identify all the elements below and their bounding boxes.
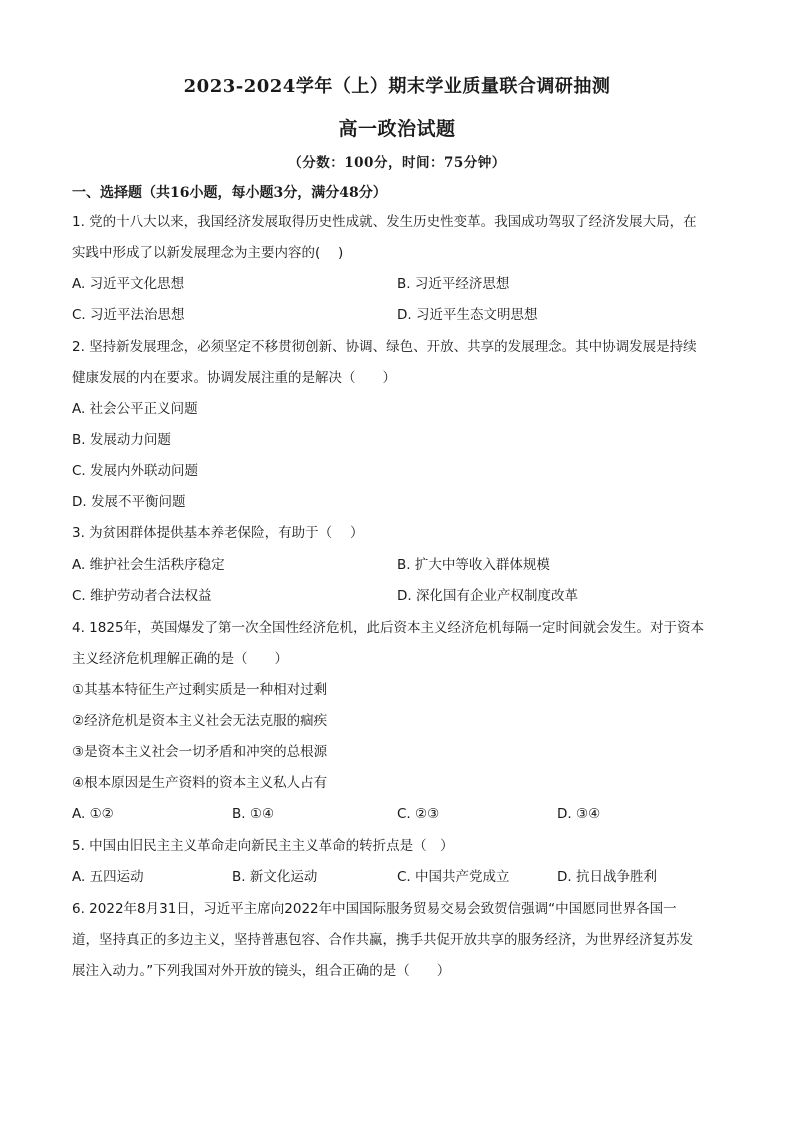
question-3-option-a: A. 维护社会生活秩序稳定 [72, 557, 225, 573]
question-2-option-d: D. 发展不平衡问题 [72, 494, 186, 510]
question-4-line-1: 4. 1825年，英国爆发了第一次全国性经济危机，此后资本主义经济危机每隔一定时间就会发生。对于资本 [72, 620, 705, 636]
exam-subtitle: 高一政治试题 [338, 118, 456, 140]
question-6-line-3: 展注入动力。”下列我国对外开放的镜头，组合正确的是（ ） [72, 963, 451, 979]
question-4-option-c: C. ②③ [397, 806, 440, 822]
question-2-line-2: 健康发展的内在要求。协调发展注重的是解决（ ） [72, 370, 396, 386]
exam-meta: （分数：100分，时间：75分钟） [288, 155, 506, 171]
question-3-option-b: B. 扩大中等收入群体规模 [397, 557, 550, 573]
question-2-option-b: B. 发展动力问题 [72, 432, 171, 448]
question-4-line-2: 主义经济危机理解正确的是（ ） [72, 651, 288, 667]
question-1-option-b: B. 习近平经济思想 [397, 276, 510, 292]
question-5-option-d: D. 抗日战争胜利 [557, 869, 657, 885]
exam-title: 2023-2024学年（上）期末学业质量联合调研抽测 [183, 76, 611, 97]
question-3-option-c: C. 维护劳动者合法权益 [72, 588, 212, 604]
question-2-option-a: A. 社会公平正义问题 [72, 401, 198, 417]
question-1-line-1: 1. 党的十八大以来，我国经济发展取得历史性成就、发生历史性变革。我国成功驾驭了经济发展大局，在 [72, 214, 697, 230]
question-1-line-2: 实践中形成了以新发展理念为主要内容的( ) [72, 245, 344, 261]
question-1-option-c: C. 习近平法治思想 [72, 307, 185, 323]
question-2-line-1: 2. 坚持新发展理念，必须坚定不移贯彻创新、协调、绿色、开放、共享的发展理念。其中协调发展是持续 [72, 339, 697, 355]
question-4-option-d: D. ③④ [557, 806, 601, 822]
question-4-statement-1: ①其基本特征生产过剩实质是一种相对过剩 [72, 682, 328, 698]
question-4-option-a: A. ①② [72, 806, 114, 822]
question-4-statement-2: ②经济危机是资本主义社会无法克服的痼疾 [72, 713, 328, 729]
question-4-option-b: B. ①④ [232, 806, 275, 822]
question-4-statement-3: ③是资本主义社会一切矛盾和冲突的总根源 [72, 744, 328, 760]
question-5-line-1: 5. 中国由旧民主主义革命走向新民主主义革命的转折点是（ ） [72, 838, 454, 854]
question-2-option-c: C. 发展内外联动问题 [72, 463, 199, 479]
question-5-option-c: C. 中国共产党成立 [397, 869, 510, 885]
question-1-option-d: D. 习近平生态文明思想 [397, 307, 538, 323]
question-5-option-a: A. 五四运动 [72, 869, 144, 885]
question-3-option-d: D. 深化国有企业产权制度改革 [397, 588, 578, 604]
question-3-line-1: 3. 为贫困群体提供基本养老保险，有助于（ ） [72, 525, 364, 541]
section-title: 一、选择题（共16小题，每小题3分，满分48分） [72, 185, 387, 201]
question-6-line-1: 6. 2022年8月31日，习近平主席向2022年中国国际服务贸易交易会致贺信强调“中国愿同世界各国一 [72, 901, 677, 917]
question-5-option-b: B. 新文化运动 [232, 869, 318, 885]
question-4-statement-4: ④根本原因是生产资料的资本主义私人占有 [72, 775, 328, 791]
question-1-option-a: A. 习近平文化思想 [72, 276, 185, 292]
question-6-line-2: 道，坚持真正的多边主义，坚持普惠包容、合作共赢，携手共促开放共享的服务经济，为世界经济复苏发 [72, 932, 693, 948]
